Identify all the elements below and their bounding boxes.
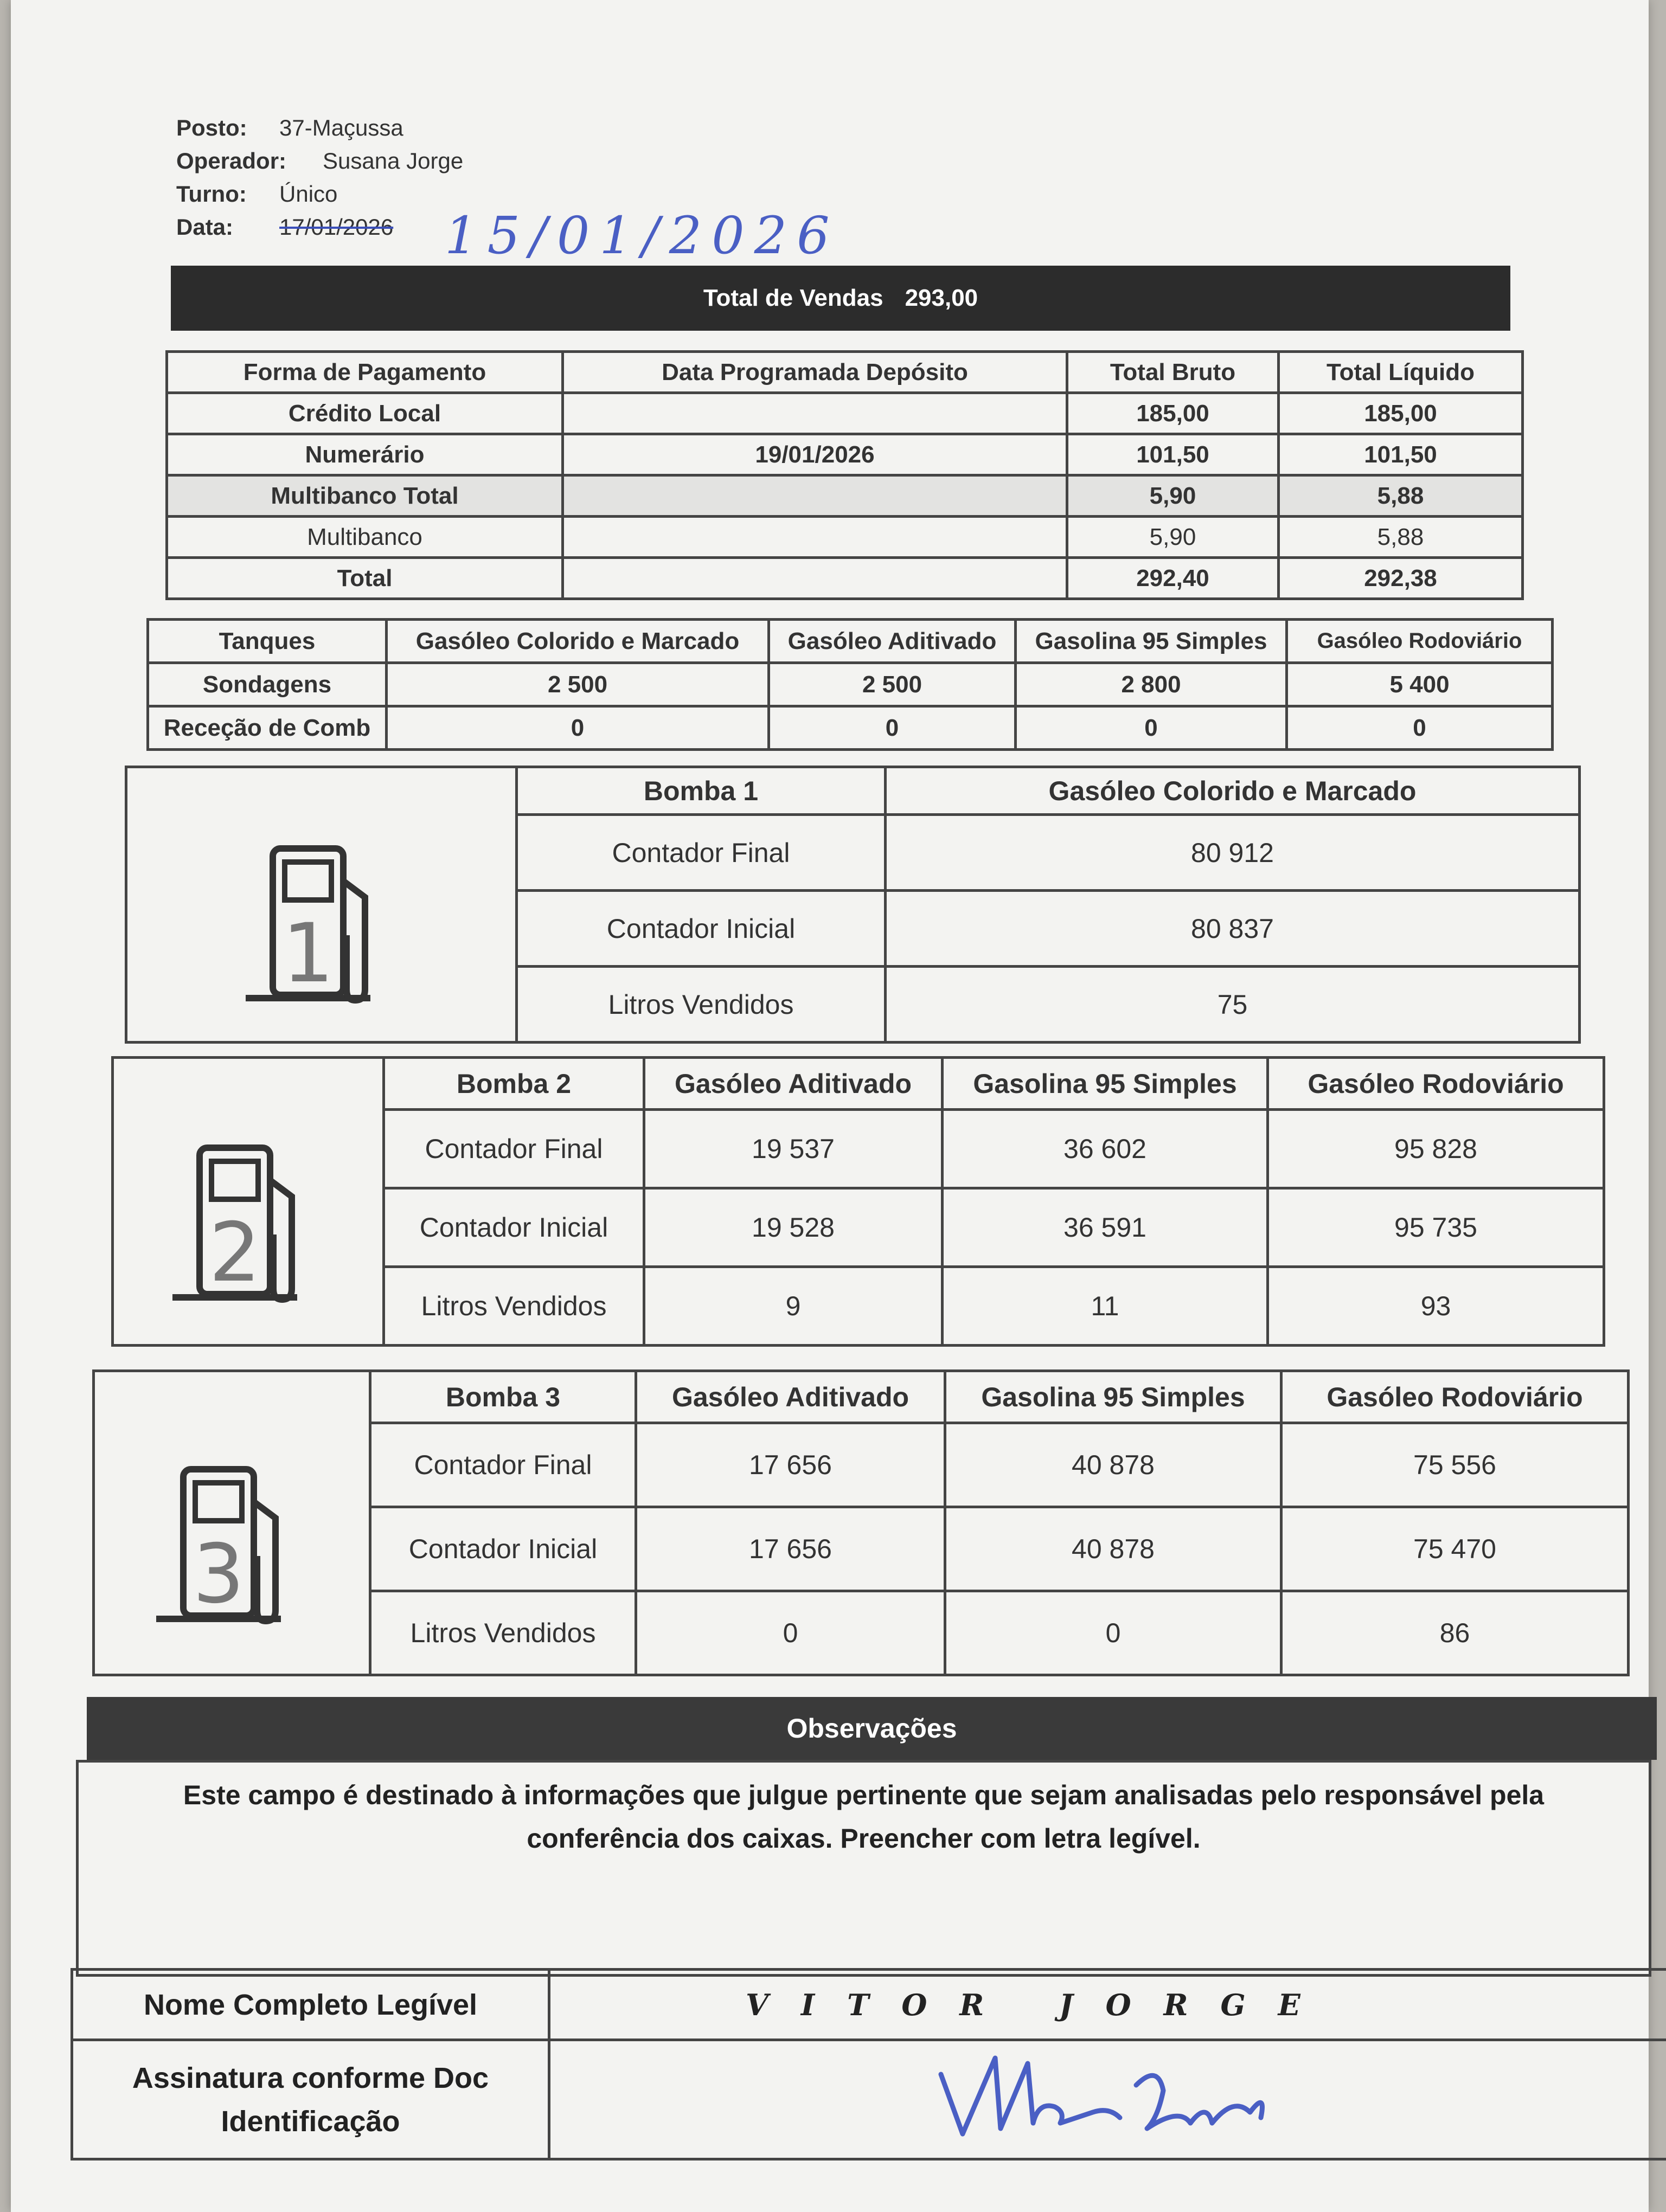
fuel-header: Gasóleo Colorido e Marcado (886, 767, 1580, 815)
bruto-cell: 185,00 (1067, 393, 1279, 434)
table-row (148, 663, 1553, 706)
header-cell: Gasóleo Aditivado (769, 620, 1016, 663)
liquido-cell: 5,88 (1279, 517, 1523, 558)
value-cell: 36 602 (943, 1110, 1268, 1188)
fuel-pump-icon (151, 1458, 313, 1632)
total-vendas-bar (171, 266, 1510, 331)
bomba-2-table (111, 1056, 1605, 1347)
pump-number: 3 (192, 1527, 245, 1622)
value-cell: 19 528 (644, 1188, 943, 1267)
total-vendas-label: Total de Vendas (703, 285, 883, 311)
handwritten-signature (930, 2042, 1310, 2150)
observacoes-field[interactable] (76, 1760, 1651, 1977)
bomba-title: Bomba 2 (384, 1058, 644, 1110)
pump-icon-cell (126, 815, 517, 1043)
value-cell: 95 828 (1268, 1110, 1604, 1188)
fuel-header: Gasolina 95 Simples (945, 1371, 1281, 1423)
nome-row (72, 1970, 1666, 2040)
turno-value: Único (279, 181, 338, 207)
row-label: Sondagens (148, 663, 387, 706)
liquido-cell: 5,88 (1279, 475, 1523, 517)
row-label: Litros Vendidos (370, 1591, 636, 1675)
fuel-header: Gasóleo Rodoviário (1268, 1058, 1604, 1110)
table-row (126, 815, 1580, 891)
row-label: Contador Final (517, 815, 886, 891)
value-cell: 80 912 (886, 815, 1580, 891)
pump-icon-cell (113, 1110, 384, 1346)
forma-cell: Numerário (167, 434, 563, 475)
fuel-pump-icon (167, 1137, 330, 1310)
value-cell: 11 (943, 1267, 1268, 1346)
value-cell: 17 656 (636, 1423, 945, 1507)
pump-number: 1 (281, 906, 334, 1001)
value-cell: 93 (1268, 1267, 1604, 1346)
nome-field[interactable]: VITOR JORGE (549, 1970, 1666, 2040)
fuel-header: Gasóleo Rodoviário (1281, 1371, 1629, 1423)
liquido-cell: 292,38 (1279, 558, 1523, 599)
header-cell: Forma de Pagamento (167, 352, 563, 393)
row-label: Contador Inicial (517, 891, 886, 967)
observacoes-title: Observações (87, 1697, 1657, 1760)
value-cell: 0 (387, 706, 769, 750)
value-cell: 95 735 (1268, 1188, 1604, 1267)
data-cell (563, 558, 1067, 599)
value-cell: 40 878 (945, 1423, 1281, 1507)
table-row (167, 434, 1523, 475)
value-cell: 2 800 (1016, 663, 1287, 706)
table-row (167, 517, 1523, 558)
bomba-title: Bomba 1 (517, 767, 886, 815)
operador-label: Operador: (176, 148, 287, 173)
forma-cell: Total (167, 558, 563, 599)
tanks-header-row (148, 620, 1553, 663)
liquido-cell: 101,50 (1279, 434, 1523, 475)
table-row (94, 1423, 1629, 1507)
table-row (167, 558, 1523, 599)
row-label: Receção de Comb (148, 706, 387, 750)
bruto-cell: 5,90 (1067, 517, 1279, 558)
row-label: Litros Vendidos (517, 967, 886, 1043)
assinatura-label: Assinatura conforme Doc Identificação (72, 2040, 549, 2159)
fuel-header: Gasóleo Aditivado (644, 1058, 943, 1110)
forma-cell: Crédito Local (167, 393, 563, 434)
bruto-cell: 292,40 (1067, 558, 1279, 599)
header-cell: Gasóleo Colorido e Marcado (387, 620, 769, 663)
header-cell: Tanques (148, 620, 387, 663)
value-cell: 0 (1287, 706, 1553, 750)
row-label: Contador Final (384, 1110, 644, 1188)
form-sheet (11, 0, 1649, 2212)
header-cell: Data Programada Depósito (563, 352, 1067, 393)
data-cell (563, 393, 1067, 434)
value-cell: 2 500 (769, 663, 1016, 706)
table-row (167, 393, 1523, 434)
assinatura-row (72, 2040, 1666, 2159)
bomba-1-table (125, 766, 1581, 1044)
bruto-cell: 101,50 (1067, 434, 1279, 475)
fuel-header: Gasolina 95 Simples (943, 1058, 1268, 1110)
value-cell: 0 (769, 706, 1016, 750)
pump-icon-cell (94, 1423, 370, 1675)
header-cell: Gasolina 95 Simples (1016, 620, 1287, 663)
posto-value: 37-Maçussa (279, 115, 403, 140)
value-cell: 75 556 (1281, 1423, 1629, 1507)
data-cell: 19/01/2026 (563, 434, 1067, 475)
tanks-table (146, 618, 1554, 751)
data-cell (563, 475, 1067, 517)
bomba-header-row (126, 767, 1580, 815)
header-cell: Total Bruto (1067, 352, 1279, 393)
bomba-3-table (92, 1369, 1630, 1676)
value-cell: 5 400 (1287, 663, 1553, 706)
bomba-header-row (94, 1371, 1629, 1423)
forma-cell: Multibanco (167, 517, 563, 558)
fuel-header: Gasóleo Aditivado (636, 1371, 945, 1423)
value-cell: 75 (886, 967, 1580, 1043)
row-label: Contador Inicial (370, 1507, 636, 1591)
signature-field[interactable] (549, 2040, 1666, 2159)
value-cell: 0 (636, 1591, 945, 1675)
operador-value: Susana Jorge (323, 148, 464, 173)
pump-number: 2 (208, 1205, 261, 1300)
handwritten-date: 15/01/2026 (445, 206, 840, 266)
row-label: Contador Inicial (384, 1188, 644, 1267)
value-cell: 36 591 (943, 1188, 1268, 1267)
header-block (176, 111, 463, 243)
value-cell: 17 656 (636, 1507, 945, 1591)
header-cell: Gasóleo Rodoviário (1287, 620, 1553, 663)
value-cell: 75 470 (1281, 1507, 1629, 1591)
posto-label: Posto: (176, 115, 247, 140)
value-cell: 0 (945, 1591, 1281, 1675)
data-cell (563, 517, 1067, 558)
total-vendas-value: 293,00 (905, 285, 978, 311)
bruto-cell: 5,90 (1067, 475, 1279, 517)
value-cell: 86 (1281, 1591, 1629, 1675)
observacoes-instructions: Este campo é destinado à informações que julgue pertinente que sejam analisadas pelo responsável pela conferência dos caixas. Preencher com letra legível. (183, 1780, 1545, 1854)
nome-label: Nome Completo Legível (72, 1970, 549, 2040)
payments-table (165, 350, 1524, 600)
fuel-pump-icon (240, 838, 403, 1011)
turno-label: Turno: (176, 181, 247, 207)
table-row (167, 475, 1523, 517)
value-cell: 9 (644, 1267, 943, 1346)
data-label: Data: (176, 214, 234, 240)
data-printed: 17/01/2026 (279, 214, 394, 240)
header-cell: Total Líquido (1279, 352, 1523, 393)
table-row (113, 1110, 1604, 1188)
row-label: Litros Vendidos (384, 1267, 644, 1346)
value-cell: 2 500 (387, 663, 769, 706)
row-label: Contador Final (370, 1423, 636, 1507)
value-cell: 40 878 (945, 1507, 1281, 1591)
bomba-title: Bomba 3 (370, 1371, 636, 1423)
value-cell: 80 837 (886, 891, 1580, 967)
bomba-header-row (113, 1058, 1604, 1110)
value-cell: 19 537 (644, 1110, 943, 1188)
liquido-cell: 185,00 (1279, 393, 1523, 434)
value-cell: 0 (1016, 706, 1287, 750)
payments-header-row (167, 352, 1523, 393)
table-row (148, 706, 1553, 750)
forma-cell: Multibanco Total (167, 475, 563, 517)
signature-table (71, 1968, 1666, 2160)
